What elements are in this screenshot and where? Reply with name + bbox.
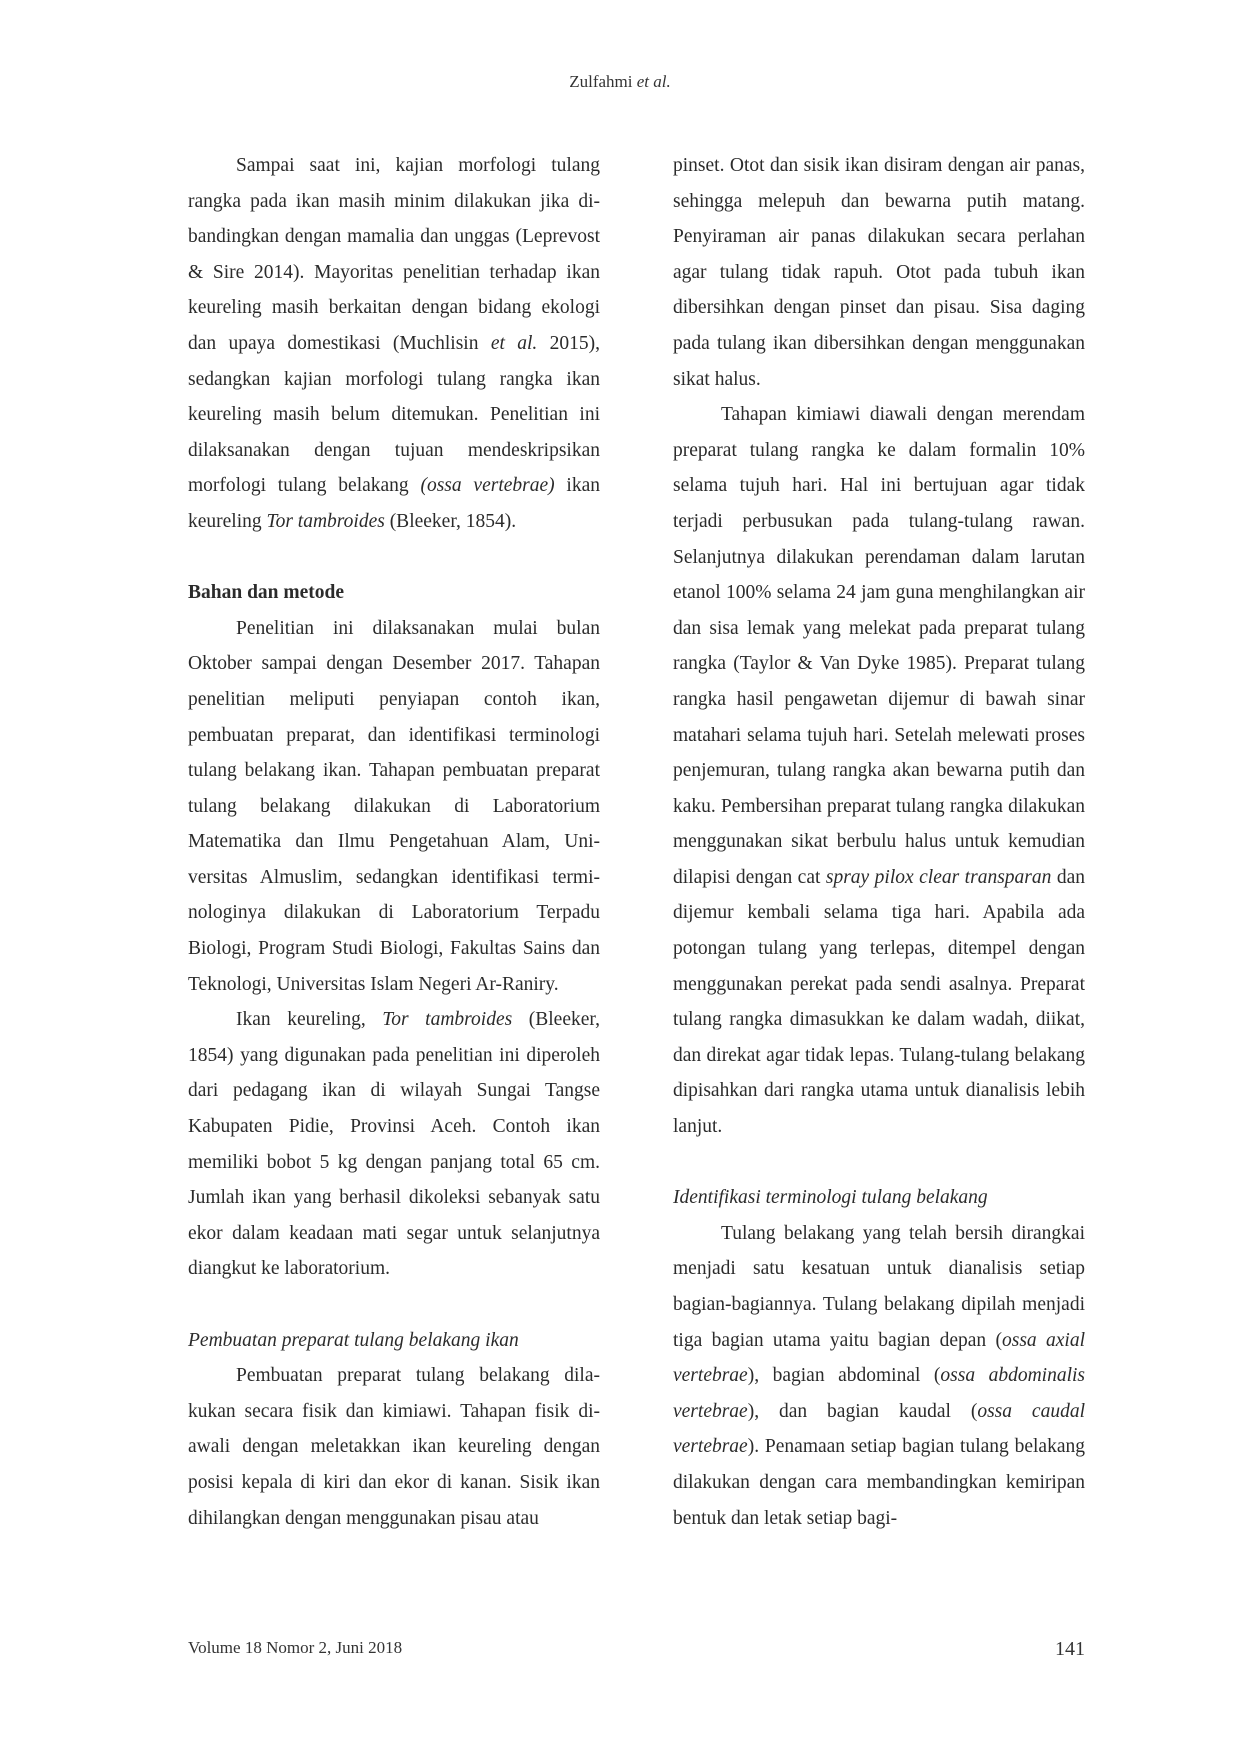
preparat-paragraph: Pembuatan preparat tulang belakang dilakukan secara fisik dan kimiawi. Tahapan fisik diawali dengan meletakkan ikan keureling dengan posisi kepala di kiri dan ekor di kanan. Sisik ikan dihilangkan dengan menggunakan pisau atau [188,1365,600,1529]
text-run: Tulang belakang yang telah bersih dirangkai menjadi satu kesatuan untuk dianalisis setiap bagian-bagiannya. Tulang belakang dipilah menjadi tiga bagian utama yaitu bagian depan ( [673,1222,1085,1351]
identification-paragraph [673,1216,1085,1536]
italic-run: ossa caudal vertebrae [673,1400,1086,1458]
intro-paragraph [188,148,600,540]
chemical-paragraph [673,397,1085,1144]
running-head-etal: et al. [636,72,671,91]
text-run: Sampai saat ini, kajian morfologi tulang rangka pada ikan masih minim dilakukan jika dibandingkan dengan mamalia dan unggas (Leprevost & Sire 2014). Mayoritas penelitian terhadap ikan keureling masih berkaitan dengan bidang ekologi dan upaya domestikasi (Muchlisin [188,155,600,354]
page-number: 141 [1055,1638,1085,1660]
subsection-heading-identification: Identifikasi terminologi tulang belakang [673,1187,988,1209]
running-head [0,72,1240,92]
italic-run: spray pilox clear transparan [825,866,1052,888]
italic-run: (ossa vertebrae) [420,475,555,497]
italic-run: ossa axial vertebrae [673,1329,1086,1387]
text-run: ). Penamaan setiap bagian tulang belakang dilakukan dengan cara membandingkan kemiripan bentuk dan letak setiap bagi- [673,1436,1085,1529]
running-head-author: Zulfahmi [569,72,633,91]
text-run: ), bagian abdominal ( [747,1365,941,1387]
text-run: dan dijemur kembali selama tiga hari. Apabila ada potongan tulang yang terlepas, ditempel dengan menggunakan perekat pada sendi asalnya. Preparat tulang rangka dimasukkan ke dalam wadah, diikat, dan direkat agar tidak lepas. Tulang-tulang belakang dipisahkan dari rangka utama untuk dianalisis lebih lanjut. [673,866,1086,1138]
species-name: Tor tambroides [382,1009,513,1031]
italic-run: et al. [490,332,538,354]
methods-paragraph: Penelitian ini dilaksanakan mulai bulan Oktober sampai dengan Desember 2017. Tahapan penelitian meliputi penyiapan contoh ikan, pembuatan preparat, dan identifikasi terminologi tulang belakang ikan. Tahapan pembuatan preparat tulang belakang dilakukan di Laboratorium Matematika dan Ilmu Pengetahuan Alam, Universitas Almuslim, sedangkan identifikasi terminologinya dilakukan di Laboratorium Terpadu Biologi, Program Studi Biologi, Fakultas Sains dan Teknologi, Universitas Islam Negeri Ar-Raniry. [188,617,600,995]
sample-paragraph [188,1002,600,1287]
section-heading-methods: Bahan dan metode [188,582,345,604]
continued-paragraph: pinset. Otot dan sisik ikan disiram dengan air panas, sehingga melepuh dan bewarna putih matang. Penyiraman air panas dilakukan secara perlahan agar tulang tidak rapuh. Otot pada tubuh ikan dibersihkan dengan pinset dan pisau. Sisa daging pada tulang ikan dibersihkan dengan menggunakan sikat halus. [673,155,1085,390]
italic-run: ossa abdominalis vertebrae [673,1365,1085,1422]
subsection-heading-preparat: Pembuatan preparat tulang belakang ikan [188,1329,519,1351]
text-run: 2015), sedangkan kajian morfologi tulang rangka ikan keureling masih belum ditemukan. Penelitian ini dilaksanakan dengan tujuan mendeskripsikan morfologi tulang belakang [188,332,601,497]
species-name: Tor tambroides [266,510,385,532]
text-run: Ikan keureling, [236,1009,383,1031]
journal-issue: Volume 18 Nomor 2, Juni 2018 [188,1638,403,1657]
left-column [188,148,600,1536]
text-run: (Bleeker, 1854). [384,510,517,532]
text-run: ikan keureling [188,475,600,532]
right-column [673,148,1085,1536]
text-run: (Bleeker, 1854) yang digunakan pada penelitian ini diperoleh dari pedagang ikan di wilayah Sungai Tangse Kabupaten Pidie, Provinsi Aceh. Contoh ikan memiliki bobot 5 kg dengan panjang total 65 cm. Jumlah ikan yang berhasil dikoleksi sebanyak satu ekor dalam keadaan mati segar untuk selanjutnya diangkut ke laboratorium. [188,1009,600,1280]
text-run: Tahapan kimiawi diawali dengan merendam preparat tulang rangka ke dalam formalin 10% selama tujuh hari. Hal ini bertujuan agar tidak terjadi perbusukan pada tulang-tulang rawan. Selanjutnya dilakukan perendaman dalam larutan etanol 100% selama 24 jam guna menghilangkan air dan sisa lemak yang melekat pada preparat tulang rangka (Taylor & Van Dyke 1985). Preparat tulang rangka hasil pengawetan dijemur di bawah sinar matahari selama tujuh hari. Setelah melewati proses penjemuran, tulang rangka akan bewarna putih dan kaku. Pembersihan preparat tulang rangka dilakukan menggunakan sikat berbulu halus untuk kemudian dilapisi dengan cat [673,404,1085,888]
text-run: ), dan bagian kaudal ( [747,1400,978,1422]
